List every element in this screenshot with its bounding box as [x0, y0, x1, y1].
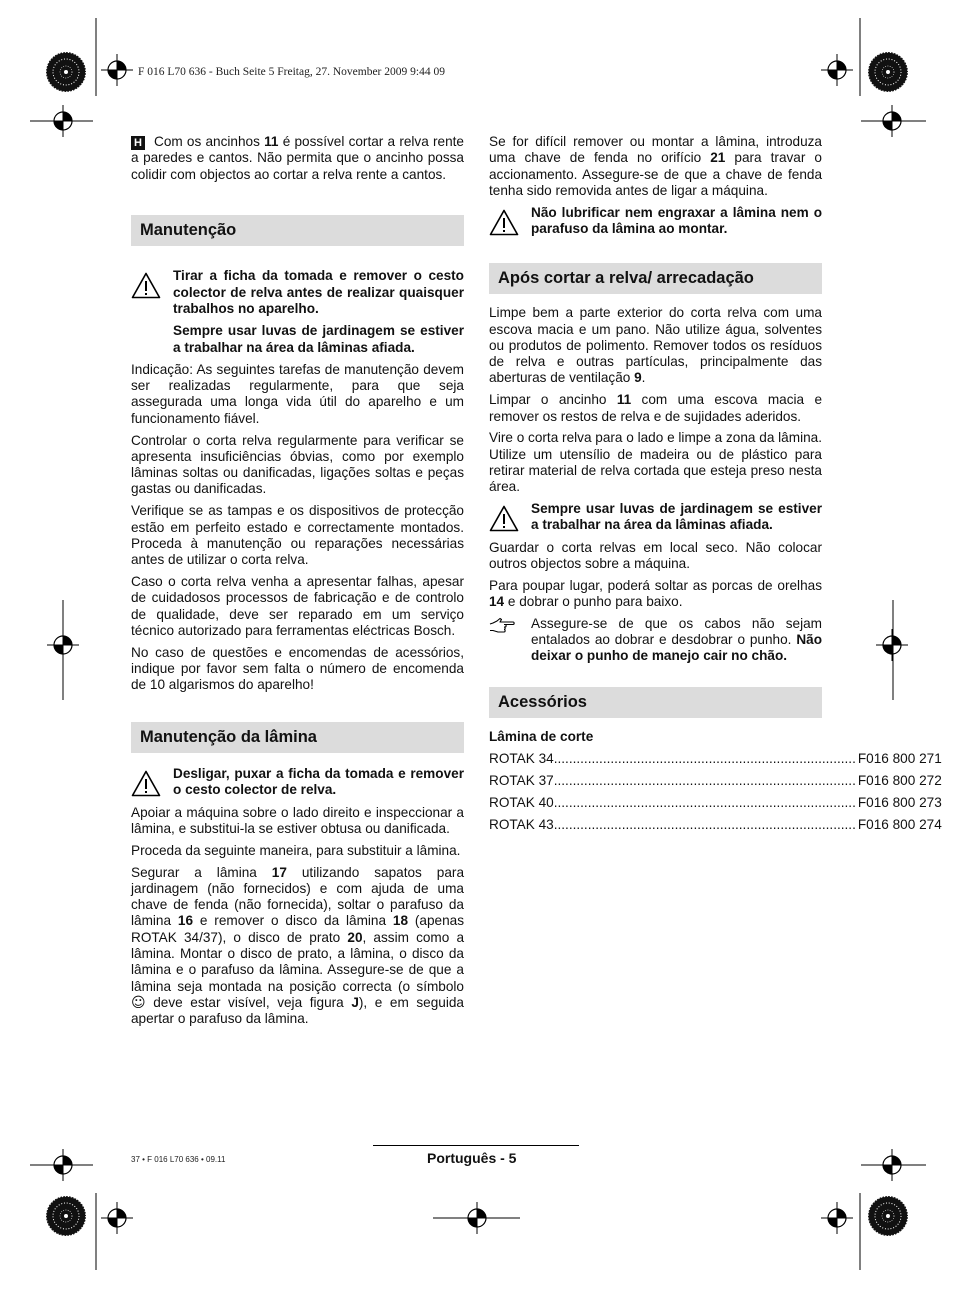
paragraph: Verifique se as tampas e os dispositivos de protecção estão em perfeito estado e correctamente montados. Proceda à manutenção ou reparações necessárias antes de utilizar o corta relva.	[131, 503, 464, 568]
paragraph: Se for difícil remover ou montar a lâmina, introduza uma chave de fenda no orifício 21 para travar o accionamento. Assegure-se de que a chave de fenda tenha sido removida antes de ligar a máquina.	[489, 134, 822, 198]
warning-block	[131, 268, 464, 355]
paragraph: Segurar a lâmina 17 utilizando sapatos para jardinagem (não fornecidos) e com ajuda de uma chave de fenda (não fornecida), soltar o parafuso da lâmina 16 e remover o disco da lâmina 18 (apenas ROTAK 34/37), o disco de prato 20, assim como a lâmina. Montar o disco de prato, a lâmina, o disco da lâmina e o parafuso da lâmina. Assegure-se de que a lâmina seja montada na posição correcta (o símbolo ☺ deve estar visível, veja figura J), e em seguida apertar o parafuso da lâmina.	[131, 864, 465, 1027]
footer-rule	[373, 1145, 579, 1146]
paragraph: Limpar o ancinho 11 com uma escova macia e remover os restos de relva e de sujidades aderidos.	[489, 392, 822, 424]
paragraph: Apoiar a máquina sobre o lado direito e inspeccionar a lâmina, e substitui-la se estiver obtusa ou danificada.	[131, 804, 464, 836]
section-heading-accessories: Acessórios	[489, 687, 822, 718]
warning-text: Sempre usar luvas de jardinagem se estiver a trabalhar na área da lâminas afiada.	[173, 323, 464, 355]
list-item: ROTAK 43................................................................................ F016 800 274	[489, 816, 942, 832]
warning-triangle-icon	[489, 209, 519, 236]
section-heading-maintenance: Manutenção	[131, 215, 464, 246]
section-heading-storage: Após cortar a relva/ arrecadação	[489, 263, 822, 294]
footer-page-label: Português - 5	[427, 1150, 517, 1166]
list-item: ROTAK 34................................................................................ F016 800 271	[489, 751, 942, 767]
paragraph: Vire o corta relva para o lado e limpe a zona da lâmina. Utilize um utensílio de madeira ou de plástico para retirar material de relva cortada que esteja preso nesta área.	[489, 430, 822, 495]
smiley-icon: ☺	[131, 994, 146, 1011]
section-heading-blade-maintenance: Manutenção da lâmina	[131, 722, 464, 753]
warning-triangle-icon	[131, 272, 161, 299]
print-header: F 016 L70 636 - Buch Seite 5 Freitag, 27. November 2009 9:44 09	[138, 66, 445, 78]
paragraph: Proceda da seguinte maneira, para substituir a lâmina.	[131, 842, 461, 858]
warning-triangle-icon	[489, 505, 519, 532]
pointing-hand-icon	[489, 617, 515, 635]
footer-doc-code: 37 • F 016 L70 636 • 09.11	[131, 1155, 226, 1164]
paragraph: No caso de questões e encomendas de acessórios, indique por favor sem falta o número de encomenda de 10 algarismos do aparelho!	[131, 644, 464, 693]
paragraph: Limpe bem a parte exterior do corta relva com uma escova macia e um pano. Não utilize água, solventes ou produtos de polimento. Remover todos os resíduos de relva e outras partículas, principalmente das aberturas de ventilação 9.	[489, 305, 822, 386]
list-item: ROTAK 37................................................................................ F016 800 272	[489, 773, 942, 788]
paragraph: Para poupar lugar, poderá soltar as porcas de orelhas 14 e dobrar o punho para baixo.	[489, 577, 822, 610]
note-text: Assegure-se de que os cabos não sejam entalados ao dobrar e desdobrar o punho. Não deixar o punho de manejo cair no chão.	[531, 615, 822, 664]
accessories-list	[489, 751, 942, 833]
left-column	[131, 134, 464, 1033]
paragraph: Controlar o corta relva regularmente para verificar se apresenta insuficiências óbvias, como por exemplo lâminas soltas ou danificadas, ligações soltas e peças gastas ou danificadas.	[131, 432, 464, 497]
warning-block	[489, 501, 822, 534]
paragraph: Guardar o corta relvas em local seco. Não colocar outros objectos sobre a máquina.	[489, 539, 822, 571]
warning-block	[489, 205, 822, 238]
warning-text: Desligar, puxar a ficha da tomada e remover o cesto colector de relva.	[173, 766, 464, 798]
warning-block	[131, 766, 464, 799]
accessories-subtitle: Lâmina de corte	[489, 729, 594, 745]
intro-paragraph: H Com os ancinhos 11 é possível cortar a relva rente a paredes e cantos. Não permita que o ancinho possa colidir com objectos ao cortar a relva rente a cantos.	[131, 134, 464, 182]
list-item: ROTAK 40................................................................................ F016 800 273	[489, 794, 942, 810]
warning-text: Tirar a ficha da tomada e remover o cesto colector de relva antes de realizar quaisquer trabalhos no aparelho.	[173, 268, 464, 316]
h-marker-icon: H	[131, 136, 145, 150]
paragraph: Caso o corta relva venha a apresentar falhas, apesar de cuidadosos processos de fabricação e de controlo de qualidade, deve ser reparado em um serviço técnico autorizado para ferramentas eléctricas Bosch.	[131, 573, 464, 638]
warning-triangle-icon	[131, 770, 161, 797]
warning-text: Não lubrificar nem engraxar a lâmina nem o parafuso da lâmina ao montar.	[531, 204, 822, 236]
warning-text: Sempre usar luvas de jardinagem se estiver a trabalhar na área da lâminas afiada.	[531, 501, 822, 533]
note-block	[489, 616, 822, 665]
right-column	[489, 134, 942, 839]
paragraph: Indicação: As seguintes tarefas de manutenção devem ser realizadas regularmente, para que seja assegurada uma longa vida útil do aparelho e um funcionamento fiável.	[131, 361, 464, 426]
